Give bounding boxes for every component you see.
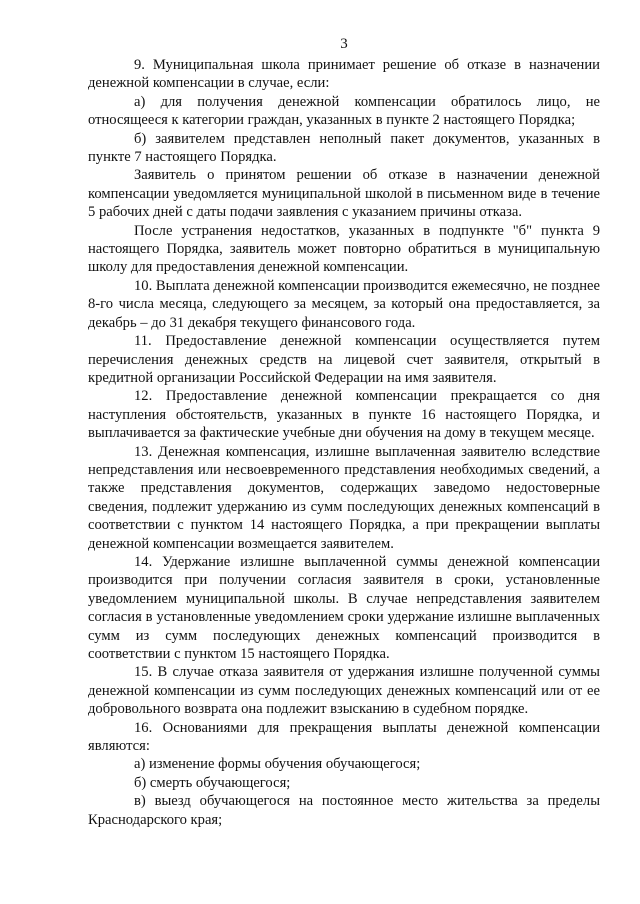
page-number: 3 xyxy=(340,36,348,52)
paragraph-14: 14. Удержание излишне выплаченной суммы денежной компенсации производится при получении согласия заявителя в сроки, установленные уведомлением муниципальной школы. В случае непредставления заявителем согласия в установленные уведомлением сроки удержание излишне выплаченных сумм из сумм последующих денежных компенсаций производится в соответствии с пунктом 15 настоящего Порядка. xyxy=(88,553,600,662)
paragraph-10: 10. Выплата денежной компенсации производится ежемесячно, не позднее 8-го числа месяца, следующего за месяцем, за который она предоставляется, за декабрь – до 31 декабря текущего финансового года. xyxy=(88,277,600,331)
paragraph-9-a: а) для получения денежной компенсации обратилось лицо, не относящееся к категории граждан, указанных в пункте 2 настоящего Порядка; xyxy=(88,93,600,129)
paragraph-16-a: а) изменение формы обучения обучающегося; xyxy=(134,756,421,773)
paragraph-13: 13. Денежная компенсация, излишне выплаченная заявителю вследствие непредставления или несвоевременного представления необходимых сведений, а также представления документов, содержащих заведомо недостоверные сведения, подлежит удержанию из сумм последующих денежных компенсаций в соответствии с пунктом 14 настоящего Порядка, а при прекращении выплаты денежной компенсации возмещается заявителем. xyxy=(88,443,600,552)
paragraph-reapply: После устранения недостатков, указанных в подпункте "б" пункта 9 настоящего Порядка, заявитель может повторно обратиться в муниципальную школу для предоставления денежной компенсации. xyxy=(88,222,600,276)
paragraph-11: 11. Предоставление денежной компенсации осуществляется путем перечисления денежных средств на лицевой счет заявителя, открытый в кредитной организации Российской Федерации на имя заявителя. xyxy=(88,333,600,386)
paragraph-9: 9. Муниципальная школа принимает решение об отказе в назначении денежной компенсации в случае, если: xyxy=(88,57,600,92)
paragraph-15: 15. В случае отказа заявителя от удержания излишне полученной суммы денежной компенсации из сумм последующих денежных компенсаций или от ее добровольного возврата она подлежит взысканию в судебном порядке. xyxy=(88,664,600,718)
paragraph-16: 16. Основаниями для прекращения выплаты денежной компенсации являются: xyxy=(88,719,600,755)
paragraph-9-b: б) заявителем представлен неполный пакет документов, указанных в пункте 7 настоящего Порядка. xyxy=(88,130,600,166)
paragraph-12: 12. Предоставление денежной компенсации прекращается со дня наступления обстоятельств, указанных в пункте 16 настоящего Порядка, и выплачивается за фактические учебные дни обучения на дому в текущем месяце. xyxy=(88,388,600,442)
paragraph-16-b: б) смерть обучающегося; xyxy=(134,774,291,791)
paragraph-refusal-notice: Заявитель о принятом решении об отказе в назначении денежной компенсации уведомляется муниципальной школой в письменном виде в течение 5 рабочих дней с даты подачи заявления с указанием причины отказа. xyxy=(88,167,600,221)
paragraph-16-c: в) выезд обучающегося на постоянное место жительства за пределы Краснодарского края; xyxy=(88,793,600,828)
